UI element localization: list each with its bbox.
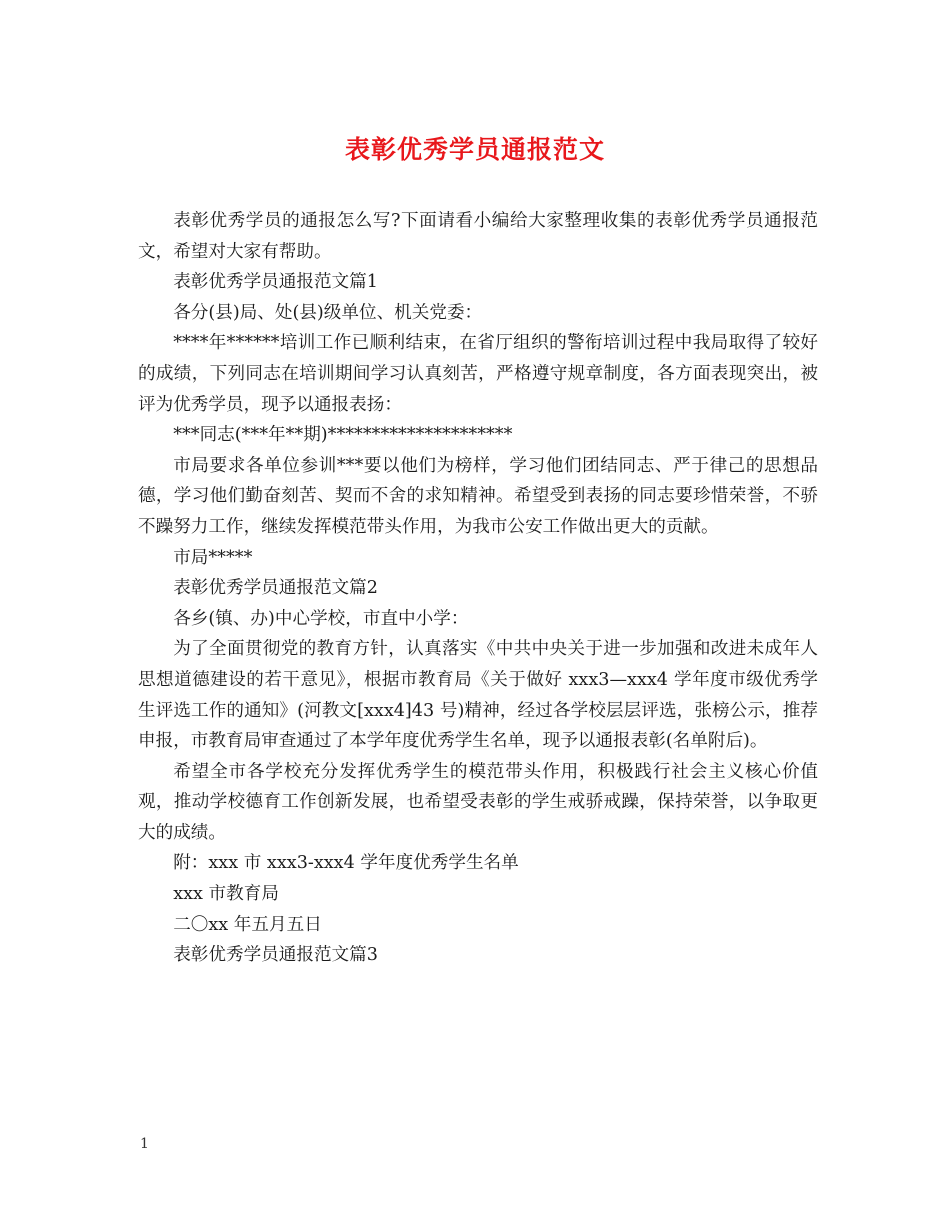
paragraph-salutation-1: 各分(县)局、处(县)级单位、机关党委：: [173, 302, 483, 323]
document-title: 表彰优秀学员通报范文: [344, 135, 605, 164]
paragraph: 希望全市各学校充分发挥优秀学生的模范带头作用，积极践行社会主义核心价值观，推动学校德育工作创新发展，也希望受表彰的学生戒骄戒躁，保持荣誉，以争取更大的成绩。: [138, 761, 818, 843]
paragraph: 市局要求各单位参训***要以他们为榜样，学习他们团结同志、严于律己的思想品德，学习他们勤奋刻苦、契而不舍的求知精神。希望受到表扬的同志要珍惜荣誉，不骄不躁努力工作，继续发挥模范带头作用，为我市公安工作做出更大的贡献。: [138, 455, 818, 537]
paragraph-salutation-2: 各乡(镇、办)中心学校，市直中小学：: [173, 608, 469, 629]
paragraph: ****年******培训工作已顺利结束，在省厅组织的警衔培训过程中我局取得了较好的成绩，下列同志在培训期间学习认真刻苦，严格遵守规章制度，各方面表现突出，被评为优秀学员，现予以通报表扬：: [138, 333, 818, 415]
section-heading-3: 表彰优秀学员通报范文篇3: [173, 945, 378, 966]
paragraph: 为了全面贯彻党的教育方针，认真落实《中共中央关于进一步加强和改进未成年人思想道德建设的若干意见》，根据市教育局《关于做好 xxx3—xxx4 学年度市级优秀学生评选工作的通知》(河教文[xxx4]43 号)精神，经过各学校层层评选，张榜公示，推荐申报，市教育局审查通过了本学年度优秀学生名单，现予以通报表彰(名单附后)。: [138, 639, 818, 752]
paragraph-signature-2: xxx 市教育局: [173, 884, 279, 905]
paragraph: ***同志(***年**期)*********************: [173, 425, 513, 446]
paragraph-attachment: 附：xxx 市 xxx3-xxx4 学年度优秀学生名单: [173, 853, 519, 874]
section-heading-2: 表彰优秀学员通报范文篇2: [173, 578, 378, 599]
paragraph-date: 二〇xx 年五月五日: [173, 914, 322, 935]
paragraph-intro: 表彰优秀学员的通报怎么写?下面请看小编给大家整理收集的表彰优秀学员通报范文，希望对大家有帮助。: [138, 211, 818, 262]
paragraph-signature-1: 市局*****: [173, 547, 253, 568]
section-heading-1: 表彰优秀学员通报范文篇1: [173, 272, 378, 293]
page-number: 1: [140, 1136, 149, 1152]
document-body: [138, 206, 818, 971]
